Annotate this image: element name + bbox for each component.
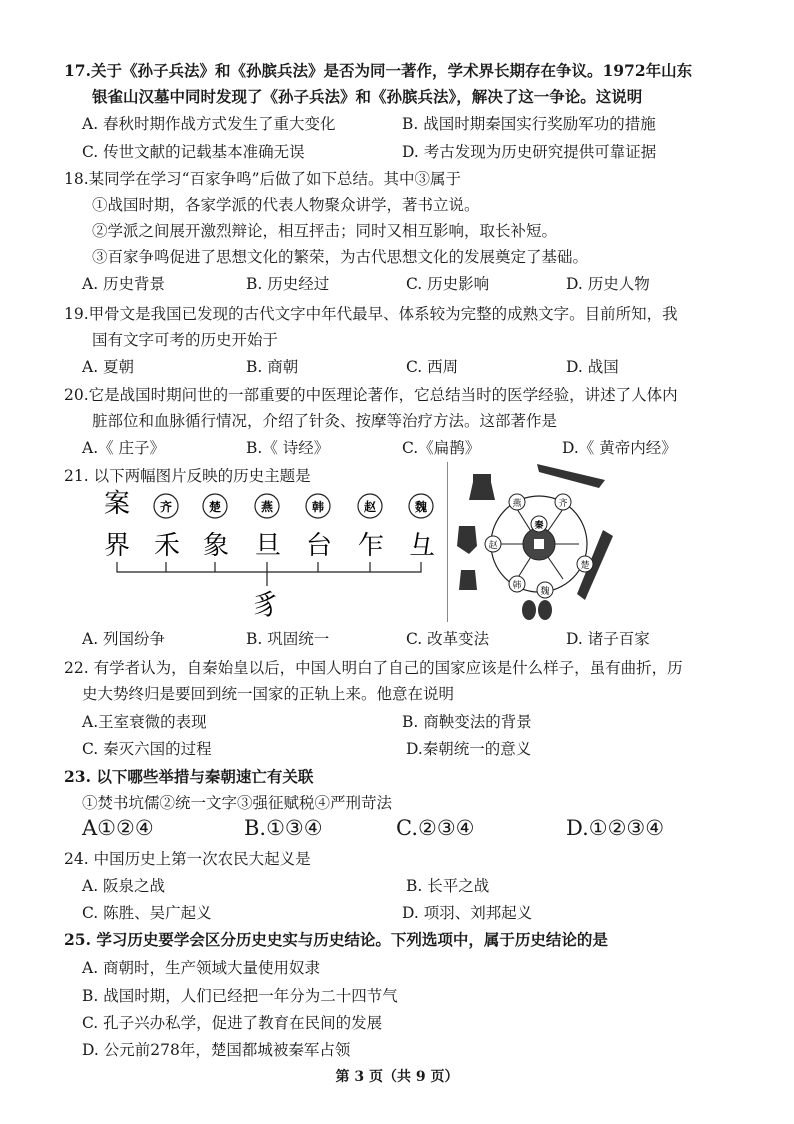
- shell-coin-2-icon: [538, 600, 552, 620]
- row-char-3: 象: [203, 531, 230, 561]
- q20-option-a: A.《 庄子》: [82, 439, 166, 457]
- q24-option-a: A. 阪泉之战: [82, 877, 166, 895]
- q21-figure-script-unification: [100, 486, 440, 622]
- q25-option-c: C. 孔子兴办私学，促进了教育在民间的发展: [82, 1014, 383, 1032]
- ring-node-5: [485, 536, 501, 552]
- q17-option-b: B. 战国时期秦国实行奖励军功的措施: [402, 115, 656, 133]
- row-char-2: 禾: [154, 531, 181, 561]
- state-label-yan: 燕: [260, 500, 274, 514]
- q21-option-d: D. 诸子百家: [566, 630, 650, 648]
- q17-option-a: A. 春秋时期作战方式发生了重大变化: [82, 115, 336, 133]
- state-label-han: 韩: [311, 500, 325, 514]
- spade-coin-icon: [469, 474, 495, 500]
- q20-option-c: C.《扁鹊》: [402, 439, 481, 457]
- q24-option-c: C. 陈胜、吴广起义: [82, 904, 212, 922]
- spade-coin-left-icon: [457, 526, 477, 554]
- ring-label-han: 韩: [512, 581, 522, 591]
- q17-option-d: D. 考古发现为历史研究提供可靠证据: [402, 143, 657, 161]
- row-char-1: 界: [104, 531, 131, 561]
- q20-stem-line1: 20.它是战国时期问世的一部重要的中医理论著作，它总结当时的医学经验，讲述了人体内: [64, 386, 678, 404]
- ring-label-chu: 楚: [580, 561, 590, 571]
- page-footer: 第 3 页（共 9 页）: [335, 1069, 459, 1085]
- top-char: 案: [104, 489, 131, 519]
- script-unification-svg: [100, 486, 440, 622]
- q21-figure-currency-unification: [455, 460, 617, 622]
- ring-node-3: [577, 556, 593, 572]
- q25-option-b: B. 战国时期，人们已经把一年分为二十四节气: [82, 987, 398, 1005]
- q23-option-c: C.②③④: [396, 816, 475, 840]
- q24-option-b: B. 长平之战: [406, 877, 490, 895]
- state-circle-4: [306, 494, 330, 518]
- center-label: 秦: [534, 521, 544, 531]
- q24-option-d: D. 项羽、刘邦起义: [402, 904, 533, 922]
- row-char-4: 旦: [255, 531, 282, 561]
- q18-option-b: B. 历史经过: [246, 275, 330, 293]
- figure-divider: [447, 462, 448, 622]
- q25-option-a: A. 商朝时，生产领域大量使用奴隶: [82, 959, 321, 977]
- q19-option-b: B. 商朝: [246, 358, 299, 376]
- q19-option-d: D. 战国: [566, 358, 619, 376]
- state-circle-3: [255, 494, 279, 518]
- q21-option-a: A. 列国纷争: [82, 630, 166, 648]
- q25-stem: 25. 学习历史要学会区分历史史实与历史结论。下列选项中，属于历史结论的是: [64, 930, 608, 949]
- state-label-qi: 齐: [159, 500, 173, 514]
- q18-option-a: A. 历史背景: [82, 275, 166, 293]
- q18-option-d: D. 历史人物: [566, 275, 650, 293]
- q21-option-b: B. 巩固统一: [246, 630, 330, 648]
- q19-stem-line2: 国有文字可考的历史开始于: [92, 331, 279, 349]
- q22-stem-line2: 史大势终归是要回到统一国家的正轨上来。他意在说明: [82, 685, 455, 703]
- q23-option-b: B.①③④: [244, 816, 323, 840]
- row-char-6: 乍: [358, 531, 385, 561]
- q17-option-c: C. 传世文献的记载基本准确无误: [82, 143, 305, 161]
- q18-item-1: ①战国时期，各家学派的代表人物聚众讲学，著书立说。: [92, 196, 480, 214]
- state-label-zhao: 赵: [363, 500, 377, 514]
- q20-stem-line2: 脏部位和血脉循行情况，介绍了针灸、按摩等治疗方法。这部著作是: [92, 412, 558, 430]
- q18-item-2: ②学派之间展开激烈辩论，相互抨击；同时又相互影响，取长补短。: [92, 222, 558, 240]
- ring-node-6: [537, 582, 553, 598]
- row-char-7: 彑: [409, 531, 436, 561]
- unified-char: 豸: [252, 588, 281, 621]
- knife-coin-icon: [537, 464, 605, 488]
- q22-option-c: C. 秦灭六国的过程: [82, 740, 212, 758]
- q22-option-b: B. 商鞅变法的背景: [402, 713, 532, 731]
- currency-wheel-svg: [455, 460, 617, 622]
- ring-label-zhao: 赵: [488, 541, 498, 551]
- q24-stem: 24. 中国历史上第一次农民大起义是: [64, 850, 311, 868]
- q23-option-d: D.①②③④: [566, 816, 665, 840]
- q25-option-d: D. 公元前278年，楚国都城被秦军占领: [82, 1041, 351, 1059]
- state-label-wei: 魏: [414, 500, 428, 514]
- spade-coin-bottom-icon: [459, 570, 477, 590]
- q23-option-a: A①②④: [82, 816, 154, 840]
- q21-option-c: C. 改革变法: [406, 630, 490, 648]
- q19-option-a: A. 夏朝: [82, 358, 135, 376]
- ring-label-wei: 魏: [540, 587, 550, 597]
- ring-node-4: [509, 576, 525, 592]
- ring-label-yan: 燕: [512, 499, 522, 509]
- state-circle-2: [203, 494, 227, 518]
- ring-label-qi: 齐: [558, 499, 568, 509]
- ring-node-2: [555, 494, 571, 510]
- q18-item-3: ③百家争鸣促进了思想文化的繁荣，为古代思想文化的发展奠定了基础。: [92, 248, 589, 266]
- shell-coin-1-icon: [522, 600, 536, 620]
- center-coin-hole: [534, 539, 544, 549]
- q23-stem: 23. 以下哪些举措与秦朝速亡有关联: [64, 767, 314, 786]
- q20-option-d: D.《 黄帝内经》: [562, 439, 677, 457]
- state-label-chu: 楚: [208, 500, 222, 514]
- q20-option-b: B.《 诗经》: [246, 439, 330, 457]
- q22-option-d: D.秦朝统一的意义: [406, 740, 532, 758]
- state-circle-1: [154, 494, 178, 518]
- q23-items: ①焚书坑儒②统一文字③强征赋税④严刑苛法: [82, 794, 393, 812]
- q22-option-a: A.王室衰微的表现: [82, 713, 207, 731]
- q17-stem-line2: 银雀山汉墓中同时发现了《孙子兵法》和《孙膑兵法》，解决了这一争论。这说明: [92, 87, 643, 106]
- row-char-5: 台: [306, 531, 333, 561]
- q19-stem-line1: 19.甲骨文是我国已发现的古代文字中年代最早、体系较为完整的成熟文字。目前所知，我: [64, 305, 678, 323]
- q18-stem: 18.某同学在学习“百家争鸣”后做了如下总结。其中③属于: [64, 170, 462, 188]
- merge-brace: [117, 562, 421, 586]
- state-circle-5: [358, 494, 382, 518]
- q21-stem: 21. 以下两幅图片反映的历史主题是: [64, 467, 311, 485]
- state-circle-6: [409, 494, 433, 518]
- q17-stem-line1: 17.关于《孙子兵法》和《孙膑兵法》是否为同一著作，学术界长期存在争议。1972年山东: [64, 61, 693, 80]
- q22-stem-line1: 22. 有学者认为，自秦始皇以后，中国人明白了自己的国家应该是什么样子，虽有曲折，历: [64, 659, 683, 677]
- q19-option-c: C. 西周: [406, 358, 459, 376]
- ring-node-1: [509, 494, 525, 510]
- q18-option-c: C. 历史影响: [406, 275, 490, 293]
